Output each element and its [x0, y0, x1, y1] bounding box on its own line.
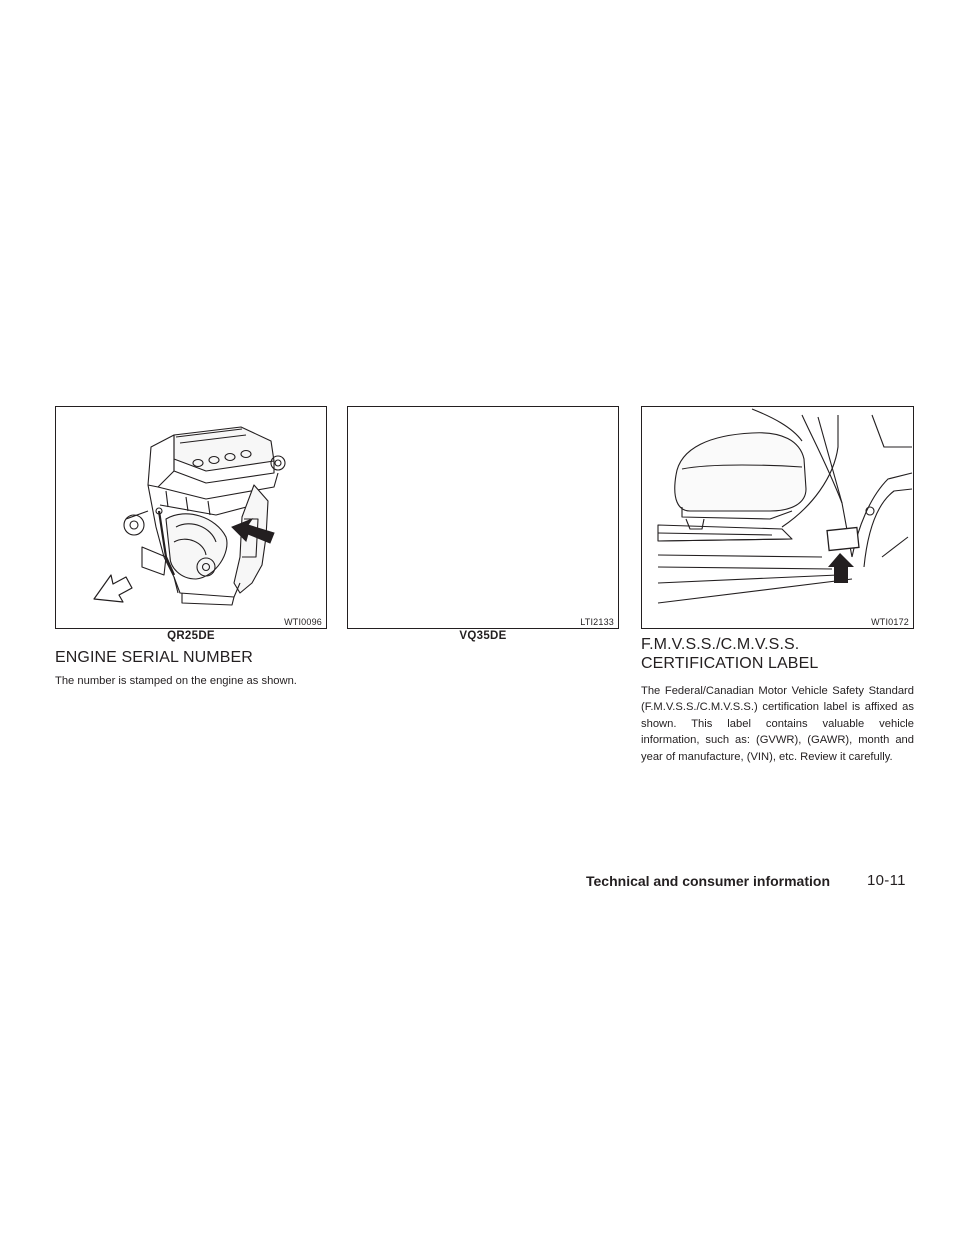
section-body-certification-label: The Federal/Canadian Motor Vehicle Safety Standard (F.M.V.S.S./C.M.V.S.S.) certification label is affixed as shown. This label contains valuable vehicle information, such as: (GVWR), (GAWR), month and year of manufacture, (VIN), etc. Review it carefully. — [641, 685, 914, 763]
footer-page-number: 10-11 — [867, 872, 906, 889]
section-body-engine-serial-number: The number is stamped on the engine as shown. — [55, 675, 297, 687]
figure-code: WTI0172 — [871, 617, 909, 627]
heading-line-1: F.M.V.S.S./C.M.V.S.S. — [641, 636, 800, 653]
figure-qr25de-engine — [55, 406, 327, 629]
engine-illustration — [56, 407, 326, 628]
footer-section-title: Technical and consumer information — [586, 873, 831, 889]
figure-code: WTI0096 — [284, 617, 322, 627]
figure-code: LTI2133 — [580, 617, 614, 627]
section-heading-engine-serial-number: ENGINE SERIAL NUMBER — [55, 649, 253, 666]
section-heading-certification-label — [641, 635, 914, 673]
door-pillar-illustration — [642, 407, 913, 628]
heading-line-2: CERTIFICATION LABEL — [641, 655, 819, 672]
figure-vq35de-engine — [347, 406, 619, 629]
figure-certification-label-location — [641, 406, 914, 629]
figure-caption: VQ35DE — [459, 630, 507, 642]
figure-caption: QR25DE — [167, 630, 215, 642]
